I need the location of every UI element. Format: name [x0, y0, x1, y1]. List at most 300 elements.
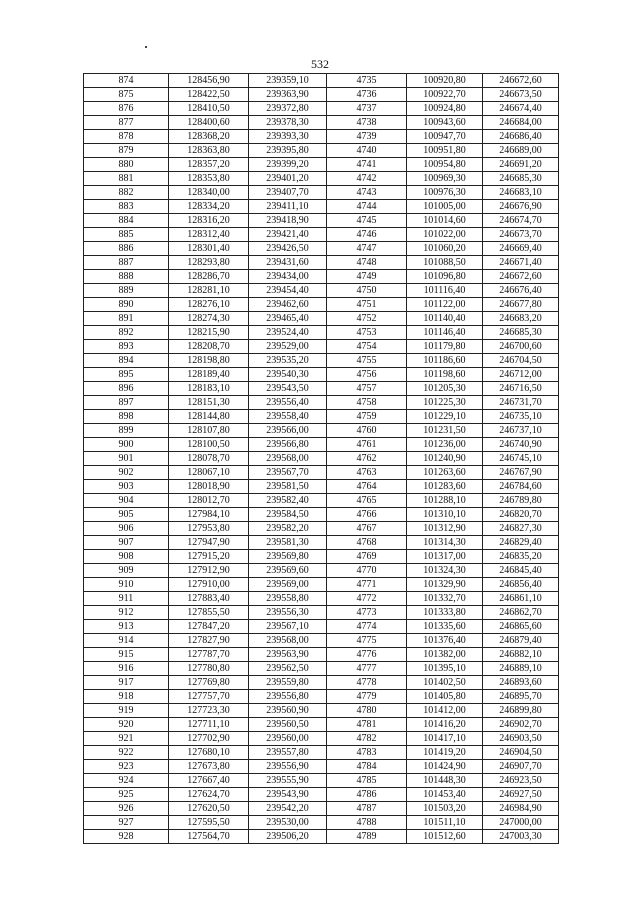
- x-coordinate-right-cell: 101122,00: [407, 298, 483, 312]
- y-coordinate-right-cell: 246673,70: [483, 228, 559, 242]
- point-number-right-cell: 4781: [327, 718, 407, 732]
- y-coordinate-left-cell: 239454,40: [249, 284, 327, 298]
- y-coordinate-right-cell: 246674,40: [483, 102, 559, 116]
- point-number-left-cell: 874: [84, 74, 169, 88]
- table-row: [84, 270, 559, 284]
- x-coordinate-right-cell: 101179,80: [407, 340, 483, 354]
- x-coordinate-right-cell: 100920,80: [407, 74, 483, 88]
- x-coordinate-left-cell: 127723,30: [169, 704, 249, 718]
- table-row: [84, 340, 559, 354]
- y-coordinate-right-cell: 246904,50: [483, 746, 559, 760]
- point-number-left-cell: 889: [84, 284, 169, 298]
- x-coordinate-left-cell: 127702,90: [169, 732, 249, 746]
- point-number-left-cell: 921: [84, 732, 169, 746]
- y-coordinate-right-cell: 246879,40: [483, 634, 559, 648]
- table-row: [84, 452, 559, 466]
- y-coordinate-right-cell: 246669,40: [483, 242, 559, 256]
- x-coordinate-left-cell: 128107,80: [169, 424, 249, 438]
- x-coordinate-left-cell: 128353,80: [169, 172, 249, 186]
- y-coordinate-left-cell: 239431,60: [249, 256, 327, 270]
- point-number-right-cell: 4762: [327, 452, 407, 466]
- point-number-right-cell: 4785: [327, 774, 407, 788]
- table-row: [84, 606, 559, 620]
- x-coordinate-left-cell: 128208,70: [169, 340, 249, 354]
- x-coordinate-left-cell: 127827,90: [169, 634, 249, 648]
- y-coordinate-left-cell: 239378,30: [249, 116, 327, 130]
- y-coordinate-left-cell: 239401,20: [249, 172, 327, 186]
- table-row: [84, 634, 559, 648]
- table-row: [84, 508, 559, 522]
- point-number-right-cell: 4735: [327, 74, 407, 88]
- table-row: [84, 676, 559, 690]
- point-number-left-cell: 911: [84, 592, 169, 606]
- x-coordinate-left-cell: 128281,10: [169, 284, 249, 298]
- point-number-left-cell: 916: [84, 662, 169, 676]
- y-coordinate-left-cell: 239426,50: [249, 242, 327, 256]
- x-coordinate-left-cell: 127769,80: [169, 676, 249, 690]
- table-row: [84, 690, 559, 704]
- point-number-right-cell: 4753: [327, 326, 407, 340]
- point-number-left-cell: 875: [84, 88, 169, 102]
- point-number-right-cell: 4767: [327, 522, 407, 536]
- table-row: [84, 256, 559, 270]
- table-row: [84, 284, 559, 298]
- point-number-left-cell: 926: [84, 802, 169, 816]
- y-coordinate-right-cell: 246676,90: [483, 200, 559, 214]
- point-number-right-cell: 4783: [327, 746, 407, 760]
- point-number-right-cell: 4741: [327, 158, 407, 172]
- coordinates-table-body: [84, 74, 559, 844]
- table-row: [84, 662, 559, 676]
- y-coordinate-left-cell: 239556,90: [249, 760, 327, 774]
- y-coordinate-right-cell: 246686,40: [483, 130, 559, 144]
- table-row: [84, 74, 559, 88]
- point-number-right-cell: 4758: [327, 396, 407, 410]
- x-coordinate-right-cell: 101283,60: [407, 480, 483, 494]
- y-coordinate-right-cell: 246789,80: [483, 494, 559, 508]
- y-coordinate-left-cell: 239465,40: [249, 312, 327, 326]
- point-number-left-cell: 892: [84, 326, 169, 340]
- point-number-right-cell: 4760: [327, 424, 407, 438]
- y-coordinate-right-cell: 246704,50: [483, 354, 559, 368]
- point-number-left-cell: 917: [84, 676, 169, 690]
- x-coordinate-right-cell: 101205,30: [407, 382, 483, 396]
- y-coordinate-right-cell: 246882,10: [483, 648, 559, 662]
- y-coordinate-right-cell: 246845,40: [483, 564, 559, 578]
- x-coordinate-right-cell: 101088,50: [407, 256, 483, 270]
- y-coordinate-left-cell: 239462,60: [249, 298, 327, 312]
- x-coordinate-right-cell: 101324,30: [407, 564, 483, 578]
- x-coordinate-left-cell: 128422,50: [169, 88, 249, 102]
- y-coordinate-left-cell: 239395,80: [249, 144, 327, 158]
- table-row: [84, 550, 559, 564]
- y-coordinate-right-cell: 246861,10: [483, 592, 559, 606]
- y-coordinate-right-cell: 246676,40: [483, 284, 559, 298]
- x-coordinate-left-cell: 128334,20: [169, 200, 249, 214]
- x-coordinate-right-cell: 100924,80: [407, 102, 483, 116]
- page-number: 532: [311, 57, 329, 71]
- x-coordinate-left-cell: 127595,50: [169, 816, 249, 830]
- y-coordinate-right-cell: 247003,30: [483, 830, 559, 844]
- point-number-right-cell: 4759: [327, 410, 407, 424]
- y-coordinate-right-cell: 246684,00: [483, 116, 559, 130]
- x-coordinate-left-cell: 127667,40: [169, 774, 249, 788]
- point-number-right-cell: 4771: [327, 578, 407, 592]
- x-coordinate-left-cell: 127711,10: [169, 718, 249, 732]
- y-coordinate-right-cell: 246737,10: [483, 424, 559, 438]
- y-coordinate-right-cell: 246907,70: [483, 760, 559, 774]
- y-coordinate-left-cell: 239560,00: [249, 732, 327, 746]
- y-coordinate-left-cell: 239556,80: [249, 690, 327, 704]
- table-row: [84, 144, 559, 158]
- y-coordinate-right-cell: 246927,50: [483, 788, 559, 802]
- point-number-left-cell: 898: [84, 410, 169, 424]
- y-coordinate-right-cell: 246784,60: [483, 480, 559, 494]
- y-coordinate-right-cell: 246700,60: [483, 340, 559, 354]
- point-number-right-cell: 4750: [327, 284, 407, 298]
- y-coordinate-right-cell: 246889,10: [483, 662, 559, 676]
- x-coordinate-left-cell: 127564,70: [169, 830, 249, 844]
- x-coordinate-right-cell: 101288,10: [407, 494, 483, 508]
- table-row: [84, 200, 559, 214]
- table-row: [84, 732, 559, 746]
- x-coordinate-left-cell: 127780,80: [169, 662, 249, 676]
- point-number-left-cell: 891: [84, 312, 169, 326]
- y-coordinate-left-cell: 239556,40: [249, 396, 327, 410]
- x-coordinate-right-cell: 101116,40: [407, 284, 483, 298]
- point-number-left-cell: 925: [84, 788, 169, 802]
- y-coordinate-right-cell: 246865,60: [483, 620, 559, 634]
- point-number-right-cell: 4747: [327, 242, 407, 256]
- point-number-left-cell: 913: [84, 620, 169, 634]
- x-coordinate-left-cell: 128340,00: [169, 186, 249, 200]
- y-coordinate-right-cell: 246677,80: [483, 298, 559, 312]
- table-row: [84, 326, 559, 340]
- x-coordinate-left-cell: 127883,40: [169, 592, 249, 606]
- x-coordinate-left-cell: 127855,50: [169, 606, 249, 620]
- x-coordinate-left-cell: 127984,10: [169, 508, 249, 522]
- y-coordinate-left-cell: 239582,20: [249, 522, 327, 536]
- table-row: [84, 816, 559, 830]
- point-number-left-cell: 914: [84, 634, 169, 648]
- y-coordinate-left-cell: 239567,10: [249, 620, 327, 634]
- point-number-right-cell: 4778: [327, 676, 407, 690]
- y-coordinate-right-cell: 246827,30: [483, 522, 559, 536]
- point-number-left-cell: 907: [84, 536, 169, 550]
- point-number-left-cell: 923: [84, 760, 169, 774]
- y-coordinate-left-cell: 239411,10: [249, 200, 327, 214]
- x-coordinate-right-cell: 100943,60: [407, 116, 483, 130]
- point-number-right-cell: 4769: [327, 550, 407, 564]
- x-coordinate-left-cell: 128198,80: [169, 354, 249, 368]
- point-number-left-cell: 920: [84, 718, 169, 732]
- x-coordinate-right-cell: 101376,40: [407, 634, 483, 648]
- x-coordinate-right-cell: 100922,70: [407, 88, 483, 102]
- x-coordinate-left-cell: 128286,70: [169, 270, 249, 284]
- table-row: [84, 354, 559, 368]
- x-coordinate-right-cell: 101419,20: [407, 746, 483, 760]
- x-coordinate-right-cell: 101329,90: [407, 578, 483, 592]
- point-number-right-cell: 4739: [327, 130, 407, 144]
- y-coordinate-left-cell: 239557,80: [249, 746, 327, 760]
- table-row: [84, 522, 559, 536]
- x-coordinate-left-cell: 128183,10: [169, 382, 249, 396]
- y-coordinate-right-cell: 246672,60: [483, 74, 559, 88]
- x-coordinate-left-cell: 128276,10: [169, 298, 249, 312]
- y-coordinate-left-cell: 239568,00: [249, 452, 327, 466]
- point-number-right-cell: 4746: [327, 228, 407, 242]
- point-number-right-cell: 4738: [327, 116, 407, 130]
- x-coordinate-left-cell: 127912,90: [169, 564, 249, 578]
- table-row: [84, 102, 559, 116]
- table-row: [84, 830, 559, 844]
- x-coordinate-left-cell: 127910,00: [169, 578, 249, 592]
- table-row: [84, 382, 559, 396]
- point-number-left-cell: 894: [84, 354, 169, 368]
- x-coordinate-left-cell: 128400,60: [169, 116, 249, 130]
- x-coordinate-right-cell: 100954,80: [407, 158, 483, 172]
- point-number-left-cell: 879: [84, 144, 169, 158]
- point-number-right-cell: 4752: [327, 312, 407, 326]
- x-coordinate-left-cell: 128018,90: [169, 480, 249, 494]
- point-number-left-cell: 903: [84, 480, 169, 494]
- x-coordinate-right-cell: 101448,30: [407, 774, 483, 788]
- point-number-left-cell: 895: [84, 368, 169, 382]
- x-coordinate-right-cell: 101503,20: [407, 802, 483, 816]
- y-coordinate-left-cell: 239359,10: [249, 74, 327, 88]
- point-number-right-cell: 4773: [327, 606, 407, 620]
- point-number-right-cell: 4745: [327, 214, 407, 228]
- y-coordinate-right-cell: 246731,70: [483, 396, 559, 410]
- x-coordinate-left-cell: 128067,10: [169, 466, 249, 480]
- y-coordinate-left-cell: 239566,80: [249, 438, 327, 452]
- y-coordinate-right-cell: 246829,40: [483, 536, 559, 550]
- x-coordinate-left-cell: 128368,20: [169, 130, 249, 144]
- point-number-left-cell: 905: [84, 508, 169, 522]
- point-number-right-cell: 4763: [327, 466, 407, 480]
- point-number-left-cell: 918: [84, 690, 169, 704]
- point-number-right-cell: 4772: [327, 592, 407, 606]
- table-row: [84, 480, 559, 494]
- point-number-right-cell: 4756: [327, 368, 407, 382]
- y-coordinate-left-cell: 239506,20: [249, 830, 327, 844]
- x-coordinate-left-cell: 127620,50: [169, 802, 249, 816]
- table-row: [84, 396, 559, 410]
- y-coordinate-right-cell: 246895,70: [483, 690, 559, 704]
- table-row: [84, 494, 559, 508]
- x-coordinate-right-cell: 101395,10: [407, 662, 483, 676]
- point-number-right-cell: 4751: [327, 298, 407, 312]
- point-number-right-cell: 4748: [327, 256, 407, 270]
- point-number-left-cell: 919: [84, 704, 169, 718]
- x-coordinate-right-cell: 101263,60: [407, 466, 483, 480]
- y-coordinate-left-cell: 239560,90: [249, 704, 327, 718]
- point-number-right-cell: 4737: [327, 102, 407, 116]
- x-coordinate-right-cell: 101511,10: [407, 816, 483, 830]
- point-number-left-cell: 901: [84, 452, 169, 466]
- y-coordinate-right-cell: 246716,50: [483, 382, 559, 396]
- x-coordinate-left-cell: 127673,80: [169, 760, 249, 774]
- x-coordinate-left-cell: 128293,80: [169, 256, 249, 270]
- point-number-right-cell: 4770: [327, 564, 407, 578]
- x-coordinate-left-cell: 127953,80: [169, 522, 249, 536]
- x-coordinate-left-cell: 128410,50: [169, 102, 249, 116]
- y-coordinate-right-cell: 246745,10: [483, 452, 559, 466]
- table-row: [84, 718, 559, 732]
- table-row: [84, 648, 559, 662]
- y-coordinate-left-cell: 239556,30: [249, 606, 327, 620]
- point-number-right-cell: 4784: [327, 760, 407, 774]
- point-number-left-cell: 887: [84, 256, 169, 270]
- x-coordinate-right-cell: 101231,50: [407, 424, 483, 438]
- point-number-left-cell: 899: [84, 424, 169, 438]
- y-coordinate-right-cell: 247000,00: [483, 816, 559, 830]
- y-coordinate-right-cell: 246740,90: [483, 438, 559, 452]
- y-coordinate-right-cell: 246835,20: [483, 550, 559, 564]
- y-coordinate-left-cell: 239543,50: [249, 382, 327, 396]
- x-coordinate-right-cell: 101335,60: [407, 620, 483, 634]
- table-row: [84, 116, 559, 130]
- y-coordinate-left-cell: 239543,90: [249, 788, 327, 802]
- x-coordinate-right-cell: 100951,80: [407, 144, 483, 158]
- point-number-right-cell: 4774: [327, 620, 407, 634]
- table-row: [84, 424, 559, 438]
- y-coordinate-right-cell: 246691,20: [483, 158, 559, 172]
- table-row: [84, 410, 559, 424]
- table-row: [84, 298, 559, 312]
- x-coordinate-left-cell: 127680,10: [169, 746, 249, 760]
- y-coordinate-left-cell: 239581,50: [249, 480, 327, 494]
- x-coordinate-right-cell: 101512,60: [407, 830, 483, 844]
- x-coordinate-left-cell: 128012,70: [169, 494, 249, 508]
- point-number-right-cell: 4788: [327, 816, 407, 830]
- x-coordinate-left-cell: 128078,70: [169, 452, 249, 466]
- x-coordinate-left-cell: 128316,20: [169, 214, 249, 228]
- x-coordinate-right-cell: 101382,00: [407, 648, 483, 662]
- table-row: [84, 592, 559, 606]
- y-coordinate-left-cell: 239568,00: [249, 634, 327, 648]
- y-coordinate-right-cell: 246903,50: [483, 732, 559, 746]
- x-coordinate-right-cell: 101240,90: [407, 452, 483, 466]
- point-number-right-cell: 4782: [327, 732, 407, 746]
- table-row: [84, 578, 559, 592]
- point-number-left-cell: 927: [84, 816, 169, 830]
- x-coordinate-right-cell: 100969,30: [407, 172, 483, 186]
- y-coordinate-left-cell: 239393,30: [249, 130, 327, 144]
- point-number-right-cell: 4744: [327, 200, 407, 214]
- x-coordinate-right-cell: 101229,10: [407, 410, 483, 424]
- point-number-right-cell: 4742: [327, 172, 407, 186]
- y-coordinate-right-cell: 246735,10: [483, 410, 559, 424]
- y-coordinate-left-cell: 239407,70: [249, 186, 327, 200]
- table-row: [84, 242, 559, 256]
- x-coordinate-left-cell: 128363,80: [169, 144, 249, 158]
- point-number-right-cell: 4780: [327, 704, 407, 718]
- x-coordinate-right-cell: 101424,90: [407, 760, 483, 774]
- y-coordinate-left-cell: 239434,00: [249, 270, 327, 284]
- point-number-left-cell: 881: [84, 172, 169, 186]
- point-number-left-cell: 928: [84, 830, 169, 844]
- point-number-left-cell: 876: [84, 102, 169, 116]
- table-row: [84, 802, 559, 816]
- coordinates-table: [83, 73, 559, 844]
- point-number-left-cell: 912: [84, 606, 169, 620]
- point-number-left-cell: 884: [84, 214, 169, 228]
- point-number-left-cell: 897: [84, 396, 169, 410]
- y-coordinate-left-cell: 239566,00: [249, 424, 327, 438]
- point-number-left-cell: 888: [84, 270, 169, 284]
- x-coordinate-left-cell: 128215,90: [169, 326, 249, 340]
- table-row: [84, 704, 559, 718]
- table-row: [84, 774, 559, 788]
- point-number-right-cell: 4749: [327, 270, 407, 284]
- x-coordinate-left-cell: 128100,50: [169, 438, 249, 452]
- table-row: [84, 368, 559, 382]
- y-coordinate-right-cell: 246767,90: [483, 466, 559, 480]
- y-coordinate-left-cell: 239569,00: [249, 578, 327, 592]
- point-number-left-cell: 906: [84, 522, 169, 536]
- y-coordinate-right-cell: 246820,70: [483, 508, 559, 522]
- point-number-left-cell: 909: [84, 564, 169, 578]
- x-coordinate-right-cell: 101332,70: [407, 592, 483, 606]
- point-number-right-cell: 4786: [327, 788, 407, 802]
- point-number-right-cell: 4761: [327, 438, 407, 452]
- point-number-right-cell: 4779: [327, 690, 407, 704]
- y-coordinate-left-cell: 239558,40: [249, 410, 327, 424]
- y-coordinate-left-cell: 239363,90: [249, 88, 327, 102]
- x-coordinate-left-cell: 127947,90: [169, 536, 249, 550]
- x-coordinate-right-cell: 101096,80: [407, 270, 483, 284]
- table-row: [84, 466, 559, 480]
- y-coordinate-left-cell: 239567,70: [249, 466, 327, 480]
- y-coordinate-right-cell: 246685,30: [483, 326, 559, 340]
- point-number-right-cell: 4765: [327, 494, 407, 508]
- y-coordinate-right-cell: 246683,10: [483, 186, 559, 200]
- x-coordinate-right-cell: 101453,40: [407, 788, 483, 802]
- y-coordinate-left-cell: 239399,20: [249, 158, 327, 172]
- point-number-left-cell: 896: [84, 382, 169, 396]
- point-number-left-cell: 893: [84, 340, 169, 354]
- point-number-right-cell: 4768: [327, 536, 407, 550]
- table-row: [84, 746, 559, 760]
- x-coordinate-right-cell: 100947,70: [407, 130, 483, 144]
- y-coordinate-right-cell: 246899,80: [483, 704, 559, 718]
- y-coordinate-left-cell: 239542,20: [249, 802, 327, 816]
- y-coordinate-left-cell: 239555,90: [249, 774, 327, 788]
- point-number-right-cell: 4736: [327, 88, 407, 102]
- x-coordinate-left-cell: 127624,70: [169, 788, 249, 802]
- x-coordinate-right-cell: 101236,00: [407, 438, 483, 452]
- x-coordinate-right-cell: 101146,40: [407, 326, 483, 340]
- point-number-right-cell: 4764: [327, 480, 407, 494]
- y-coordinate-right-cell: 246673,50: [483, 88, 559, 102]
- table-row: [84, 172, 559, 186]
- point-number-right-cell: 4777: [327, 662, 407, 676]
- point-number-right-cell: 4743: [327, 186, 407, 200]
- y-coordinate-left-cell: 239372,80: [249, 102, 327, 116]
- y-coordinate-left-cell: 239558,80: [249, 592, 327, 606]
- x-coordinate-right-cell: 101405,80: [407, 690, 483, 704]
- point-number-left-cell: 924: [84, 774, 169, 788]
- point-number-left-cell: 915: [84, 648, 169, 662]
- x-coordinate-right-cell: 101416,20: [407, 718, 483, 732]
- y-coordinate-right-cell: 246893,60: [483, 676, 559, 690]
- y-coordinate-left-cell: 239530,00: [249, 816, 327, 830]
- table-row: [84, 438, 559, 452]
- y-coordinate-right-cell: 246712,00: [483, 368, 559, 382]
- x-coordinate-right-cell: 101140,40: [407, 312, 483, 326]
- point-number-left-cell: 886: [84, 242, 169, 256]
